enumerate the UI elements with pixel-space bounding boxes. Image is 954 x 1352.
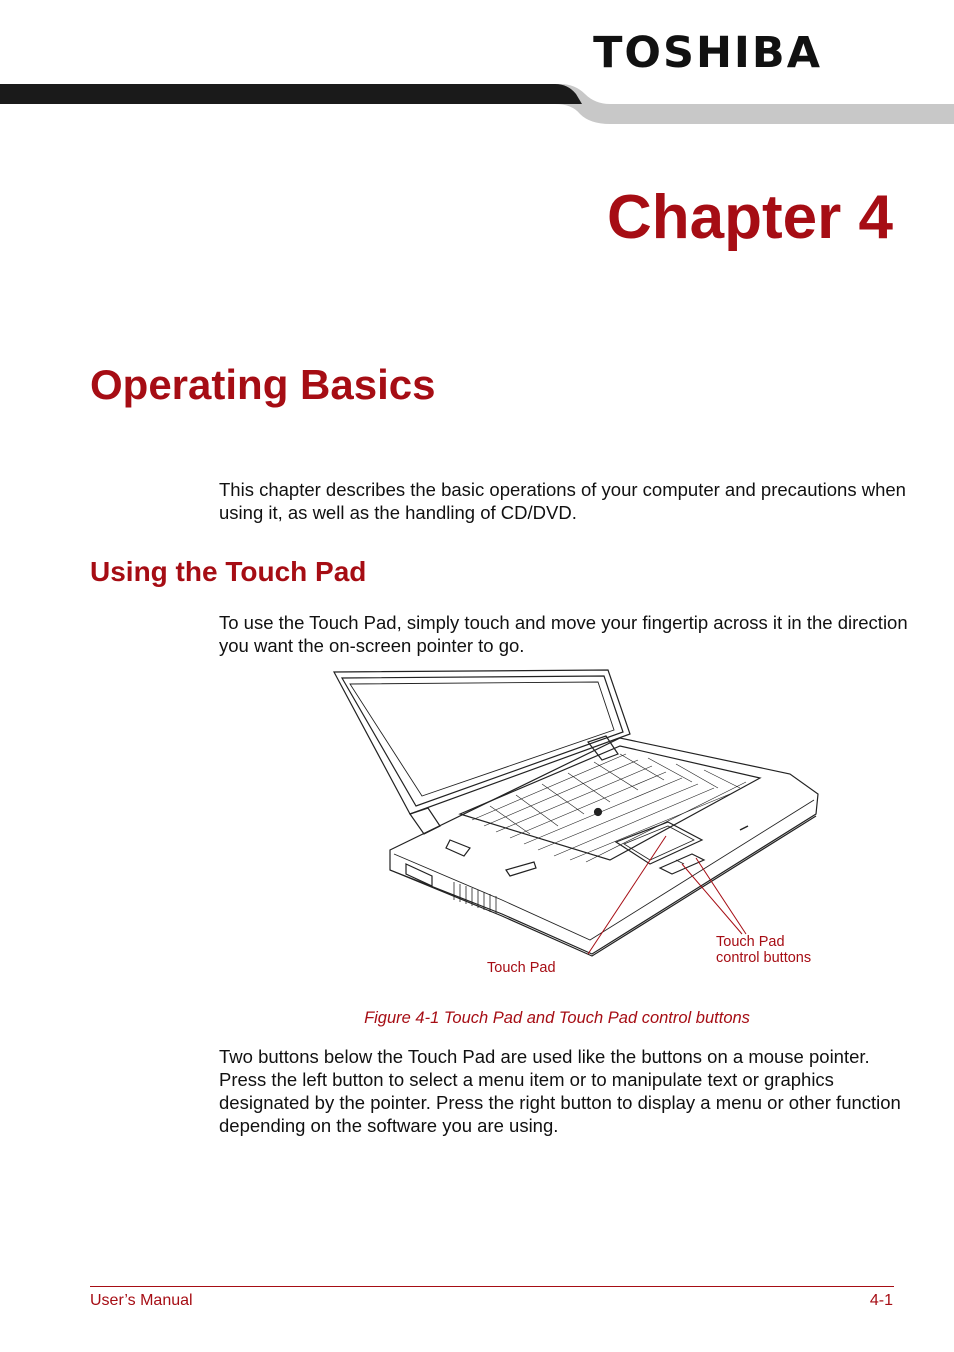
section-title: Operating Basics xyxy=(90,361,436,408)
chapter-title: Chapter 4 xyxy=(607,183,893,252)
footer-manual-label: User’s Manual xyxy=(90,1292,193,1309)
callout-line-1: Touch Pad xyxy=(716,934,785,950)
header-bar xyxy=(0,84,954,124)
touchpad-buttons-paragraph: Two buttons below the Touch Pad are used like the buttons on a mouse pointer. Press the left button to select a menu item or to manipulate text or graphics designated by the pointer. Press the right button to display a menu or other function depending on the software you are using. xyxy=(219,1046,901,1136)
page-number: 4-1 xyxy=(869,1292,893,1309)
touchpad-paragraph: To use the Touch Pad, simply touch and move your fingertip across it in the direction you want the on-screen pointer to go. xyxy=(219,612,908,656)
intro-paragraph: This chapter describes the basic operations of your computer and precautions when using it, as well as the handling of CD/DVD. xyxy=(219,479,906,523)
footer-rule xyxy=(90,1286,894,1287)
touchpad-callout-label: Touch Pad xyxy=(487,960,556,976)
touchpad-buttons-callout-label xyxy=(716,934,811,966)
subsection-title: Using the Touch Pad xyxy=(90,556,367,587)
toshiba-logo: TOSHIBA xyxy=(593,28,822,78)
figure-caption: Figure 4-1 Touch Pad and Touch Pad control buttons xyxy=(364,1009,750,1027)
callout-line-2: control buttons xyxy=(716,950,812,966)
